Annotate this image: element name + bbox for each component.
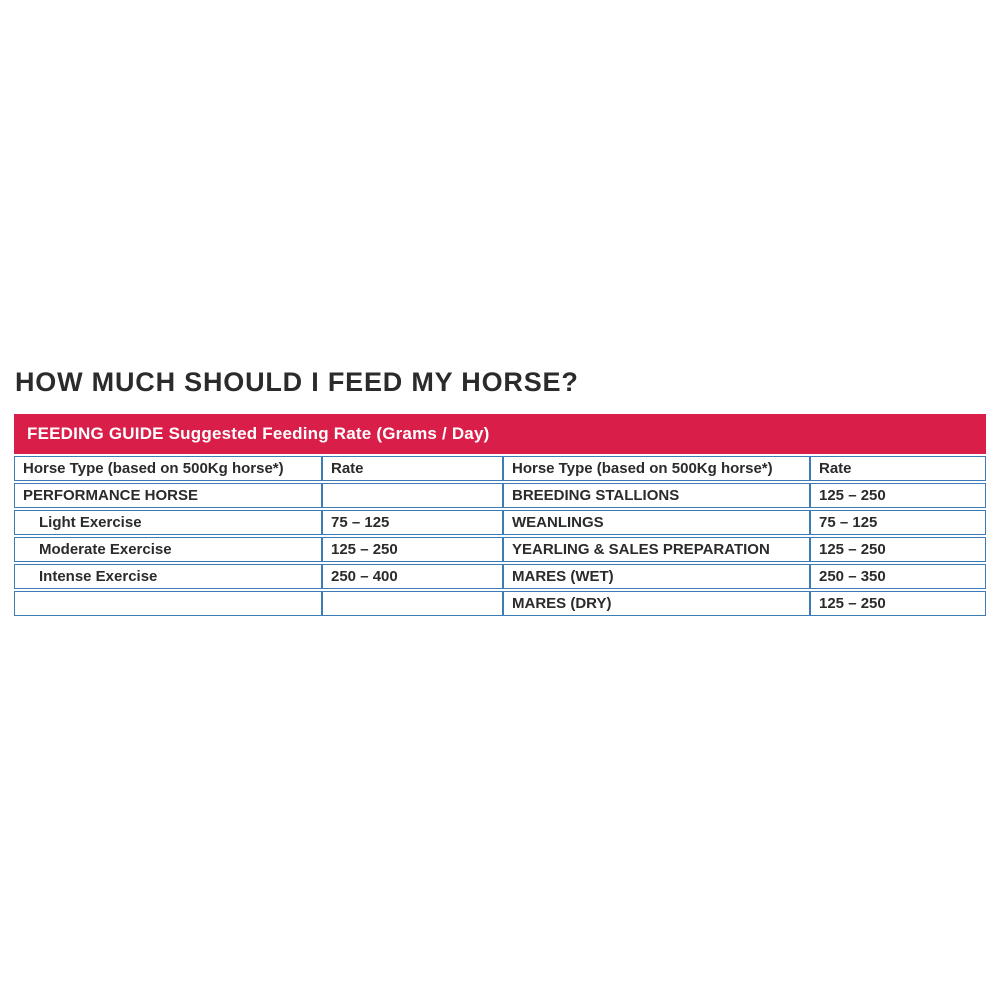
table-cell: Intense Exercise [14,564,322,589]
table-row [14,483,986,508]
column-header-cell: Rate [810,456,986,481]
table-cell: YEARLING & SALES PREPARATION [503,537,810,562]
header-row [14,456,986,481]
table-cell: 250 – 350 [810,564,986,589]
table-cell: MARES (DRY) [503,591,810,616]
table-row [14,510,986,535]
table-row [14,564,986,589]
table-cell: 250 – 400 [322,564,503,589]
page-title: HOW MUCH SHOULD I FEED MY HORSE? [15,367,579,397]
table-cell: 75 – 125 [810,510,986,535]
table-cell [322,591,503,616]
table-cell: WEANLINGS [503,510,810,535]
table-cell: 75 – 125 [322,510,503,535]
table-row [14,591,986,616]
table-cell: 125 – 250 [810,537,986,562]
feeding-guide-table [14,454,986,618]
table-cell: PERFORMANCE HORSE [14,483,322,508]
table-cell: Light Exercise [14,510,322,535]
table-cell: Moderate Exercise [14,537,322,562]
table-cell: 125 – 250 [810,591,986,616]
table-cell [322,483,503,508]
table-cell: MARES (WET) [503,564,810,589]
column-header-cell: Rate [322,456,503,481]
table-body [14,483,986,616]
column-header-cell: Horse Type (based on 500Kg horse*) [14,456,322,481]
table-cell: 125 – 250 [322,537,503,562]
table-cell: 125 – 250 [810,483,986,508]
table-row [14,537,986,562]
table-cell: BREEDING STALLIONS [503,483,810,508]
column-header-cell: Horse Type (based on 500Kg horse*) [503,456,810,481]
feeding-guide-section [14,367,986,618]
table-cell [14,591,322,616]
table-title-banner: FEEDING GUIDE Suggested Feeding Rate (Grams / Day) [14,414,986,454]
